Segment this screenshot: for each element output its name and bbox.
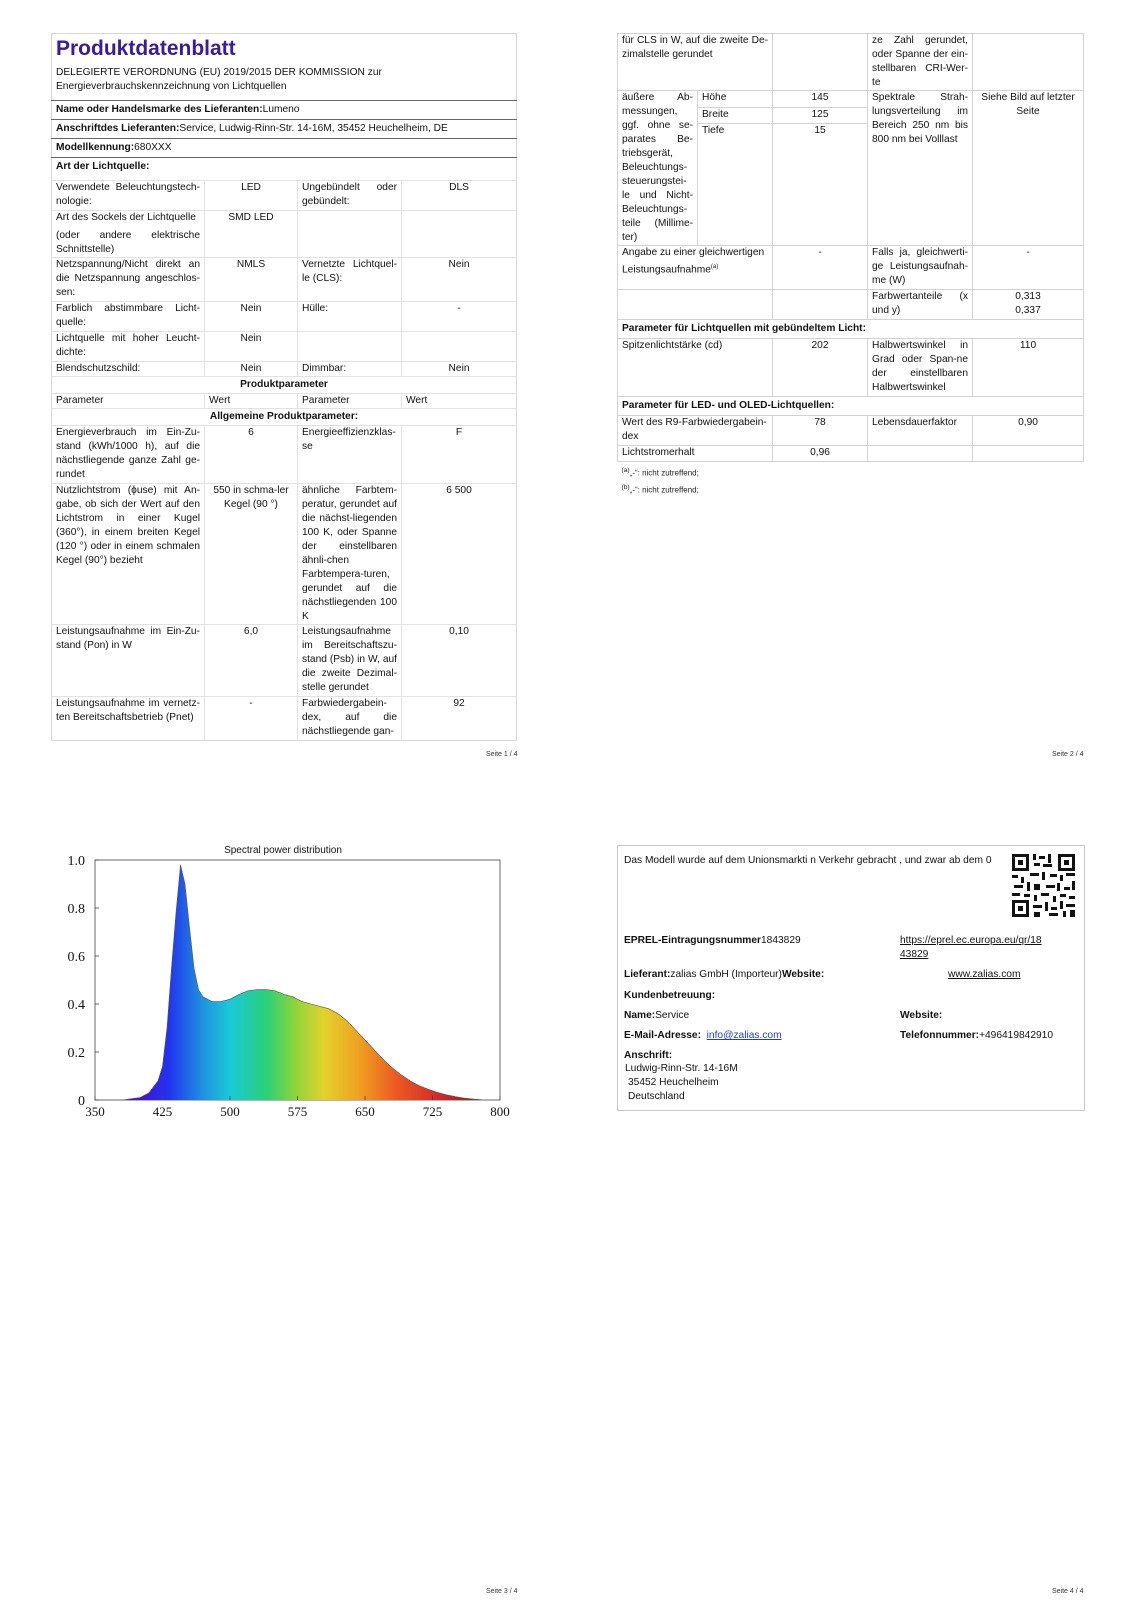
phone-value: +496419842910 xyxy=(979,1030,1054,1041)
r9-value: 78 xyxy=(773,416,868,446)
empty-cell xyxy=(773,290,868,320)
empty-cell xyxy=(402,331,517,361)
dimmable-value: Nein xyxy=(402,361,517,376)
contact-page xyxy=(617,845,1085,1111)
footnote-a-text: „-“: nicht zutreffend; xyxy=(629,468,699,478)
tunable-value: Nein xyxy=(205,301,298,331)
equivalent-power-value: - xyxy=(773,246,868,290)
eprel-label: EPREL-Eintragungsnummer xyxy=(624,935,761,946)
supplier-row xyxy=(624,968,824,982)
lighting-tech-label: Verwendete Beleuchtungstech-nologie: xyxy=(52,181,205,211)
footnote-a-ref: (a) xyxy=(710,264,719,270)
bundled-label: Ungebündelt oder gebündelt: xyxy=(298,181,402,211)
efficiency-class-value: F xyxy=(402,425,517,483)
power-on-label: Leistungsaufnahme im Ein-Zu-stand (Pon) in W xyxy=(52,624,205,696)
empty-cell xyxy=(973,446,1084,462)
width-label: Breite xyxy=(698,107,773,124)
empty-cell xyxy=(773,34,868,91)
eprel-number: 1843829 xyxy=(760,935,801,946)
glare-shield-label: Blendschutzschild: xyxy=(52,361,205,376)
model-row xyxy=(52,139,517,158)
socket-label: Art des Sockels der Lichtquelle xyxy=(52,211,205,229)
page-number-4: Seite 4 / 4 xyxy=(1052,1588,1084,1595)
col-param-1: Parameter xyxy=(52,393,205,408)
qr-code-icon xyxy=(1010,852,1077,919)
survival-factor-value: 0,90 xyxy=(973,416,1084,446)
eprel-row xyxy=(624,934,801,948)
x-tick-label: 350 xyxy=(85,1104,105,1119)
cls-standby-cont-label: für CLS in W, auf die zweite De-zimalstelle gerundet xyxy=(618,34,773,91)
r9-label: Wert des R9-Farbwiedergabein-dex xyxy=(618,416,773,446)
empty-cell xyxy=(402,229,517,258)
efficiency-class-label: Energieeffizienzklas-se xyxy=(298,425,402,483)
address-line-3: Deutschland xyxy=(628,1091,685,1102)
x-tick-label: 800 xyxy=(490,1104,510,1119)
glare-shield-value: Nein xyxy=(205,361,298,376)
high-luminance-value: Nein xyxy=(205,331,298,361)
address-line-1: Ludwig-Rinn-Str. 14-16M xyxy=(625,1063,738,1074)
footnote-b-mark: (b) xyxy=(621,483,630,491)
spectrum-area xyxy=(122,865,482,1100)
chromaticity-values xyxy=(973,290,1084,320)
equivalent-power-w-label: Falls ja, gleichwerti-ge Leistungsaufnah-me (W) xyxy=(868,246,973,290)
spectral-value: Siehe Bild auf letzter Seite xyxy=(973,91,1084,246)
spectral-chart xyxy=(55,840,515,1140)
email-row xyxy=(624,1029,782,1043)
height-value: 145 xyxy=(773,91,868,108)
footnote-b-text: „-“: nicht zutreffend; xyxy=(629,485,699,495)
general-params-heading: Allgemeine Produktparameter: xyxy=(52,408,517,425)
regulation-text: DELEGIERTE VERORDNUNG (EU) 2019/2015 DER KOMMISSION zur Energieverbrauchskennzeichnung von Lichtquellen xyxy=(56,67,382,92)
service-website-label: Website: xyxy=(900,1010,943,1021)
equivalent-power-text: Angabe zu einer gleichwertigen Leistungsaufnahme xyxy=(622,247,765,276)
cri-value: 92 xyxy=(402,696,517,740)
phone-row xyxy=(900,1029,1053,1043)
col-value-2: Wert xyxy=(402,393,517,408)
address-label: Anschriftdes Lieferanten: xyxy=(56,123,180,134)
website-inline-label: Website: xyxy=(781,969,825,980)
service-name-row xyxy=(624,1009,689,1023)
cct-label: ähnliche Farbtem-peratur, gerundet auf die nächst-liegenden 100 K, oder Spanne der einstellbaren ähnli-chen Farbtempera-turen, gerundet auf die nächstliegenden 100 K xyxy=(298,483,402,624)
footnote-b xyxy=(618,481,1084,498)
depth-label: Tiefe xyxy=(698,124,773,246)
dimensions-label: äußere Ab-messungen, ggf. ohne se-parates Be-triebsgerät, Beleuchtungs-steuerungstei-le und Nicht-Beleuchtungs-teile (Millime-ter) xyxy=(618,91,698,246)
y-tick-label: 1.0 xyxy=(67,854,85,869)
empty-cell xyxy=(298,331,402,361)
envelope-value: - xyxy=(402,301,517,331)
mains-label: Netzspannung/Nicht direkt an die Netzspannung angeschlos-sen: xyxy=(52,257,205,301)
empty-cell xyxy=(298,211,402,229)
led-params-heading: Parameter für LED- und OLED-Lichtquellen: xyxy=(618,397,1084,416)
directional-params-heading: Parameter für Lichtquellen mit gebündeltem Licht: xyxy=(618,320,1084,339)
datasheet-page-1 xyxy=(51,33,517,741)
survival-factor-label: Lebensdauerfaktor xyxy=(868,416,973,446)
power-networked-value: - xyxy=(205,696,298,740)
col-param-2: Parameter xyxy=(298,393,402,408)
empty-cell xyxy=(402,211,517,229)
datasheet-page-2 xyxy=(617,33,1084,497)
supplier-name-value: Lumeno xyxy=(262,104,300,115)
page-title: Produktdatenblatt xyxy=(56,37,236,60)
lighting-tech-value: LED xyxy=(205,181,298,211)
cri-label: Farbwiedergabein-dex, auf die nächstliegende gan- xyxy=(298,696,402,740)
tunable-label: Farblich abstimmbare Licht-quelle: xyxy=(52,301,205,331)
high-luminance-label: Lichtquelle mit hoher Leucht-dichte: xyxy=(52,331,205,361)
x-tick-label: 725 xyxy=(422,1104,443,1119)
supplier-label: Lieferant: xyxy=(624,969,671,980)
useful-flux-label: Nutzlichtstrom (ϕuse) mit An-gabe, ob sich der Wert auf den Lichtstrom in einer Kugel (360°), in einem breiten Kegel (120 °) oder in einem schmalen Kegel (90°) bezieht xyxy=(52,483,205,624)
product-params-heading: Produktparameter xyxy=(52,376,517,393)
x-tick-label: 650 xyxy=(355,1104,375,1119)
lumen-maintenance-value: 0,96 xyxy=(773,446,868,462)
service-name-value: Service xyxy=(655,1010,690,1021)
supplier-name-label: Name oder Handelsmarke des Lieferanten: xyxy=(56,104,263,115)
power-on-value: 6,0 xyxy=(205,624,298,696)
cri-cont-label: ze Zahl gerundet, oder Spanne der ein-stellbaren CRI-Wer-te xyxy=(868,34,973,91)
email-label: E-Mail-Adresse: xyxy=(624,1030,701,1041)
peak-intensity-value: 202 xyxy=(773,339,868,397)
beam-angle-label: Halbwertswinkel in Grad oder Span-ne der einstellbaren Halbwertswinkel xyxy=(868,339,973,397)
footnote-a-mark: (a) xyxy=(621,467,630,474)
address-line-2: 35452 Heuchelheim xyxy=(628,1077,719,1088)
y-tick-label: 0.8 xyxy=(67,902,85,917)
y-axis xyxy=(68,854,100,1109)
mains-value: NMLS xyxy=(205,257,298,301)
height-label: Höhe xyxy=(698,91,773,108)
chromaticity-y: 0,337 xyxy=(1015,305,1041,316)
postal-address-heading: Anschrift: xyxy=(624,1050,673,1061)
equivalent-power-w-value: - xyxy=(973,246,1084,290)
energy-consumption-value: 6 xyxy=(205,425,298,483)
empty-cell xyxy=(298,229,402,258)
equivalent-power-label xyxy=(618,246,773,290)
useful-flux-value: 550 in schma-ler Kegel (90 °) xyxy=(205,483,298,624)
empty-cell xyxy=(868,446,973,462)
cls-label: Vernetzte Lichtquel-le (CLS): xyxy=(298,257,402,301)
spectral-label: Spektrale Strah-lungsverteilung im Bereich 250 nm bis 800 nm bei Volllast xyxy=(868,91,973,246)
power-standby-value: 0,10 xyxy=(402,624,517,696)
y-tick-label: 0.6 xyxy=(67,950,85,965)
customer-service-heading: Kundenbetreuung: xyxy=(624,990,716,1001)
chart-title: Spectral power distribution xyxy=(224,845,342,856)
x-tick-label: 500 xyxy=(220,1104,240,1119)
supplier-address-row xyxy=(52,120,517,139)
socket-value: SMD LED xyxy=(205,211,298,229)
socket-label-2: (oder andere elektrische Schnittstelle) xyxy=(52,229,205,258)
peak-intensity-label: Spitzenlichtstärke (cd) xyxy=(618,339,773,397)
model-value: 680XXX xyxy=(134,142,172,153)
envelope-label: Hülle: xyxy=(298,301,402,331)
light-source-type-heading: Art der Lichtquelle: xyxy=(52,158,517,181)
footnote-a xyxy=(618,462,1084,481)
eprel-link[interactable]: https://eprel.ec.europa.eu/qr/18 43829 xyxy=(900,935,1042,960)
phone-label: Telefonnummer: xyxy=(900,1030,980,1041)
power-networked-label: Leistungsaufnahme im vernetz-ten Bereitschaftsbetrieb (Pnet) xyxy=(52,696,205,740)
col-value-1: Wert xyxy=(205,393,298,408)
x-tick-label: 575 xyxy=(287,1104,308,1119)
power-standby-label: Leistungsaufnahme im Bereitschaftszu-stand (Psb) in W, auf die zweite Dezimal-stelle gerundet xyxy=(298,624,402,696)
y-tick-label: 0 xyxy=(78,1094,85,1109)
page-number-2: Seite 2 / 4 xyxy=(1052,751,1084,758)
cct-value: 6 500 xyxy=(402,483,517,624)
empty-cell xyxy=(618,290,773,320)
x-tick-label: 425 xyxy=(152,1104,173,1119)
supplier-website-link[interactable]: www.zalias.com xyxy=(948,969,1021,980)
lumen-maintenance-label: Lichtstromerhalt xyxy=(618,446,773,462)
chromaticity-label: Farbwertanteile (x und y) xyxy=(868,290,973,320)
energy-consumption-label: Energieverbrauch im Ein-Zu-stand (kWh/1000 h), auf die nächstliegende ganze Zahl ge-rundet xyxy=(52,425,205,483)
y-tick-label: 0.4 xyxy=(67,998,85,1013)
page-number-1: Seite 1 / 4 xyxy=(486,751,518,758)
email-link[interactable]: info@zalias.com xyxy=(706,1030,782,1041)
model-label: Modellkennung: xyxy=(56,142,135,153)
width-value: 125 xyxy=(773,107,868,124)
supplier-name-row xyxy=(52,101,517,120)
service-name-label: Name: xyxy=(624,1010,656,1021)
chromaticity-x: 0,313 xyxy=(1015,291,1041,302)
address-value: Service, Ludwig-Rinn-Str. 14-16M, 35452 Heuchelheim, DE xyxy=(179,123,448,134)
empty-cell xyxy=(205,229,298,258)
depth-value: 15 xyxy=(773,124,868,246)
supplier-value: zalias GmbH (Importeur) xyxy=(670,969,782,980)
empty-cell xyxy=(973,34,1084,91)
cls-value: Nein xyxy=(402,257,517,301)
y-tick-label: 0.2 xyxy=(67,1046,85,1061)
page-number-3: Seite 3 / 4 xyxy=(486,1588,518,1595)
beam-angle-value: 110 xyxy=(973,339,1084,397)
dimmable-label: Dimmbar: xyxy=(298,361,402,376)
market-date-text: Das Modell wurde auf dem Unionsmarkti n Verkehr gebracht , und zwar ab dem 0 xyxy=(624,855,992,866)
bundled-value: DLS xyxy=(402,181,517,211)
